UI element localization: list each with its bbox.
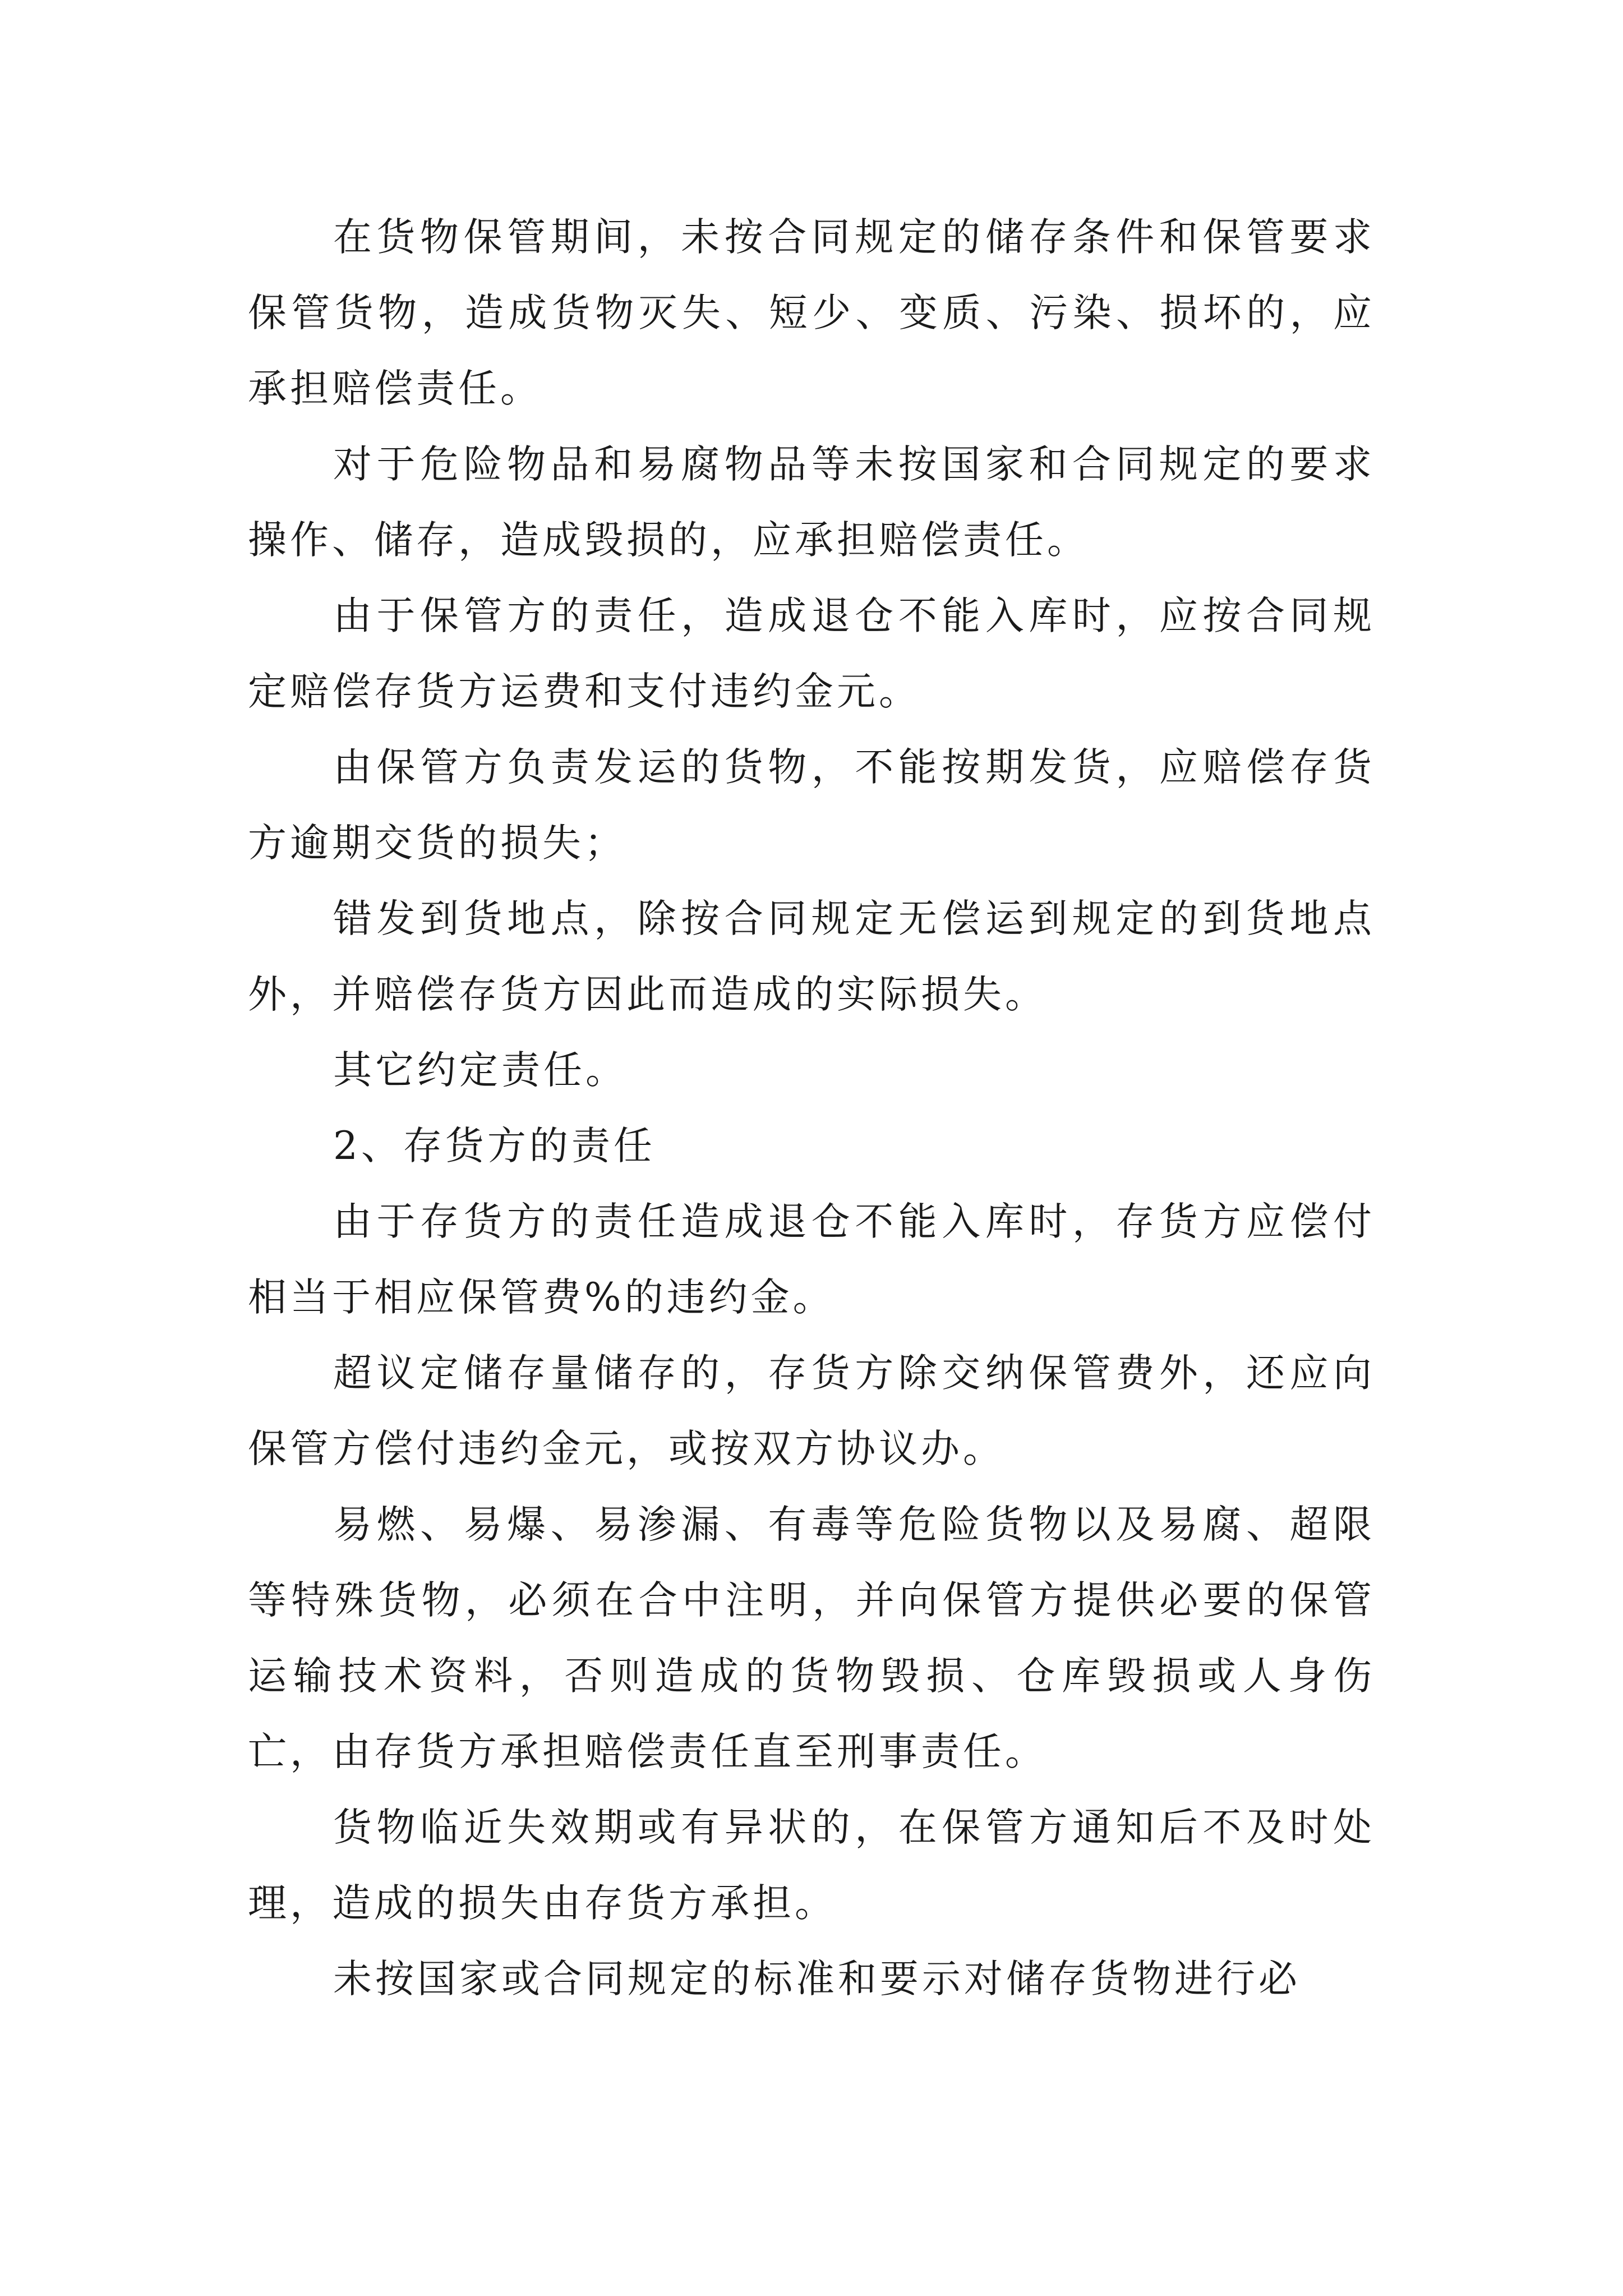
paragraph-storage-conditions: 在货物保管期间，未按合同规定的储存条件和保管要求保管货物，造成货物灭失、短少、变质、污染、损坏的，应承担赔偿责任。 (248, 215, 1375, 411)
paragraph-hazardous-goods: 对于危险物品和易腐物品等未按国家和合同规定的要求操作、储存，造成毁损的，应承担赔偿责任。 (248, 442, 1375, 563)
paragraph-depositor-refusal: 由于存货方的责任造成退仓不能入库时，存货方应偿付相当于相应保管费%的违约金。 (248, 1199, 1375, 1320)
paragraph-warehouse-refusal: 由于保管方的责任，造成退仓不能入库时，应按合同规定赔偿存货方运费和支付违约金元。 (248, 593, 1375, 714)
paragraph-expiring-goods: 货物临近失效期或有异状的，在保管方通知后不及时处理，造成的损失由存货方承担。 (248, 1805, 1375, 1926)
document-body (248, 200, 1375, 2017)
paragraph-other-responsibility: 其它约定责任。 (333, 1048, 628, 1093)
paragraph-special-goods: 易燃、易爆、易渗漏、有毒等危险货物以及易腐、超限等特殊货物，必须在合中注明，并向保管方提供必要的保管运输技术资料，否则造成的货物毁损、仓库毁损或人身伤亡，由存货方承担赔偿责任直至刑事责任。 (248, 1502, 1375, 1774)
paragraph-wrong-destination: 错发到货地点，除按合同规定无偿运到规定的到货地点外，并赔偿存货方因此而造成的实际损失。 (248, 896, 1375, 1017)
section-heading-depositor-responsibility: 2、存货方的责任 (333, 1124, 656, 1168)
paragraph-excess-storage: 超议定储存量储存的，存货方除交纳保管费外，还应向保管方偿付违约金元，或按双方协议办。 (248, 1351, 1375, 1471)
paragraph-standards: 未按国家或合同规定的标准和要示对储存货物进行必 (333, 1957, 1301, 2001)
paragraph-late-delivery: 由保管方负责发运的货物，不能按期发货，应赔偿存货方逾期交货的损失； (248, 745, 1375, 866)
